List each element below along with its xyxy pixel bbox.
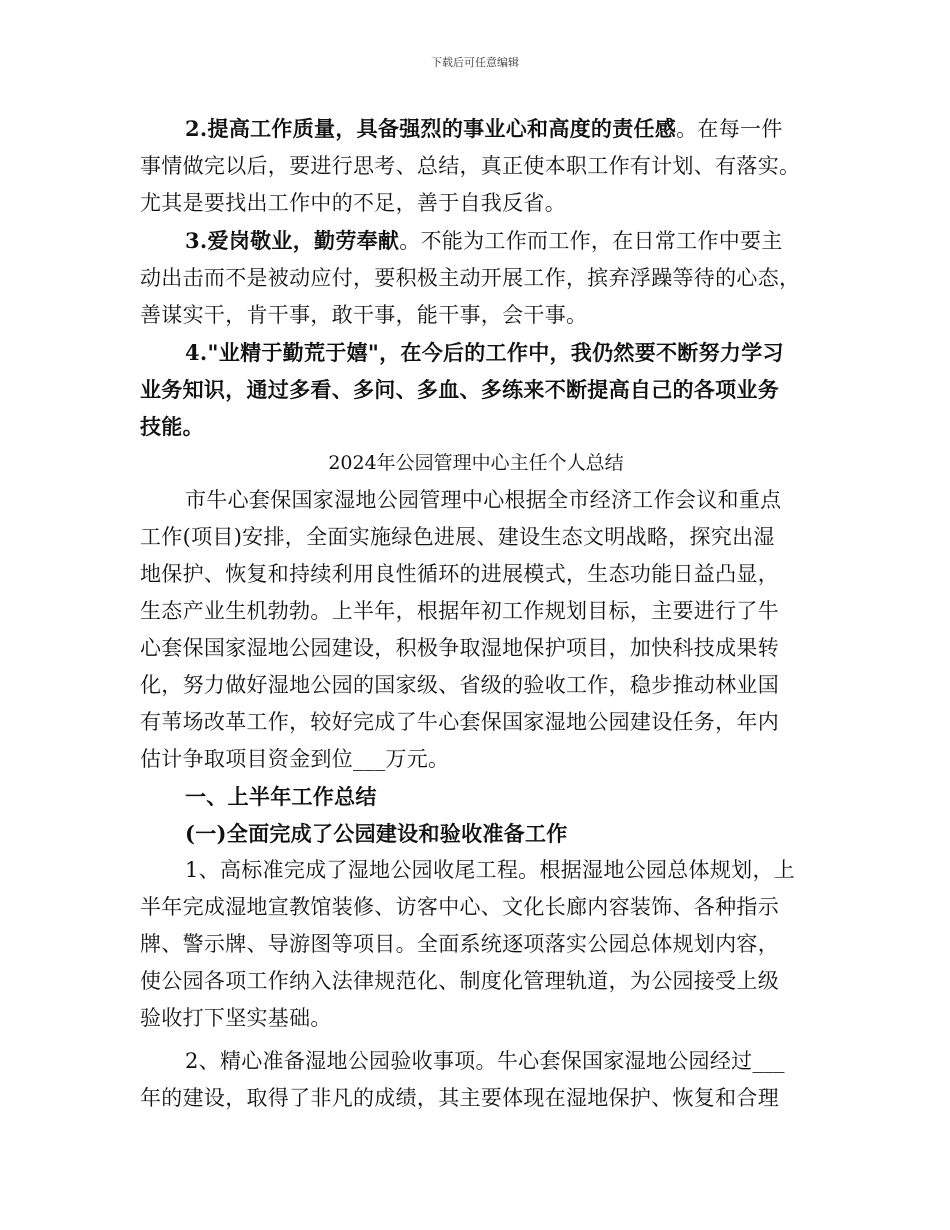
item-3-line-1 xyxy=(140,222,812,260)
para-1-line: 使公园各项工作纳入法律规范化、制度化管理轨道，为公园接受上级 xyxy=(140,969,779,993)
para-1-line: 半年完成湿地宣教馆装修、访客中心、文化长廊内容装饰、各种指示 xyxy=(140,895,779,919)
intro-line: 工作(项目)安排，全面实施绿色进展、建设生态文明战略，探究出湿 xyxy=(140,525,775,549)
intro-line: 化，努力做好湿地公园的国家级、省级的验收工作，稳步推动林业国 xyxy=(140,673,779,697)
item-2-bold: 2.提高工作质量，具备强烈的事业心和高度的责任感 xyxy=(185,116,677,141)
document-title: 2024年公园管理中心主任个人总结 xyxy=(328,452,624,474)
item-4-line-2: 业务知识，通过多看、多问、多血、多练来不断提高自己的各项业务 xyxy=(140,377,779,402)
document-body xyxy=(140,110,812,1117)
intro-line: 有苇场改革工作，较好完成了牛心套保国家湿地公园建设任务，年内 xyxy=(140,710,779,734)
page-header: 下载后可任意编辑 xyxy=(431,56,519,69)
intro-line: 市牛心套保国家湿地公园管理中心根据全市经济工作会议和重点 xyxy=(185,488,782,512)
item-3-rest: 。不能为工作而工作，在日常工作中要主 xyxy=(399,229,783,253)
para-1-line: 牌、警示牌、导游图等项目。全面系统逐项落实公园总体规划内容， xyxy=(140,932,779,956)
intro-line: 生态产业生机勃勃。上半年，根据年初工作规划目标，主要进行了牛 xyxy=(140,599,779,623)
item-3-line-2: 动出击而不是被动应付，要积极主动开展工作，摈弃浮躁等待的心态， xyxy=(140,266,801,290)
para-2-line: 年的建设，取得了非凡的成绩，其主要体现在湿地保护、恢复和合理 xyxy=(140,1086,779,1110)
intro-line: 估计争取项目资金到位___万元。 xyxy=(140,747,450,771)
item-2-line-3: 尤其是要找出工作中的不足，善于自我反省。 xyxy=(140,191,566,215)
item-2-line-1 xyxy=(140,110,812,148)
para-1-line: 1、高标准完成了湿地公园收尾工程。根据湿地公园总体规划，上 xyxy=(185,858,796,882)
item-4-line-3: 技能。 xyxy=(140,414,204,439)
para-1-line: 验收打下坚实基础。 xyxy=(140,1006,332,1030)
subsection-heading: (一)全面完成了公园建设和验收准备工作 xyxy=(185,821,568,846)
item-2-line-2: 事情做完以后，要进行思考、总结，真正使本职工作有计划、有落实。 xyxy=(140,154,801,178)
para-2-line: 2、精心准备湿地公园验收事项。牛心套保国家湿地公园经过___ xyxy=(185,1049,785,1073)
item-2-rest: 。在每一件 xyxy=(676,117,783,141)
item-3-line-3: 善谋实干，肯干事，敢干事，能干事，会干事。 xyxy=(140,303,588,327)
item-4-line-1: 4."业精于勤荒于嬉"，在今后的工作中，我仍然要不断努力学习 xyxy=(185,340,784,365)
item-3-bold: 3.爱岗敬业，勤劳奉献 xyxy=(185,228,400,253)
intro-line: 心套保国家湿地公园建设，积极争取湿地保护项目，加快科技成果转 xyxy=(140,636,779,660)
section-heading: 一、上半年工作总结 xyxy=(185,784,377,809)
intro-line: 地保护、恢复和持续利用良性循环的进展模式，生态功能日益凸显， xyxy=(140,562,779,586)
